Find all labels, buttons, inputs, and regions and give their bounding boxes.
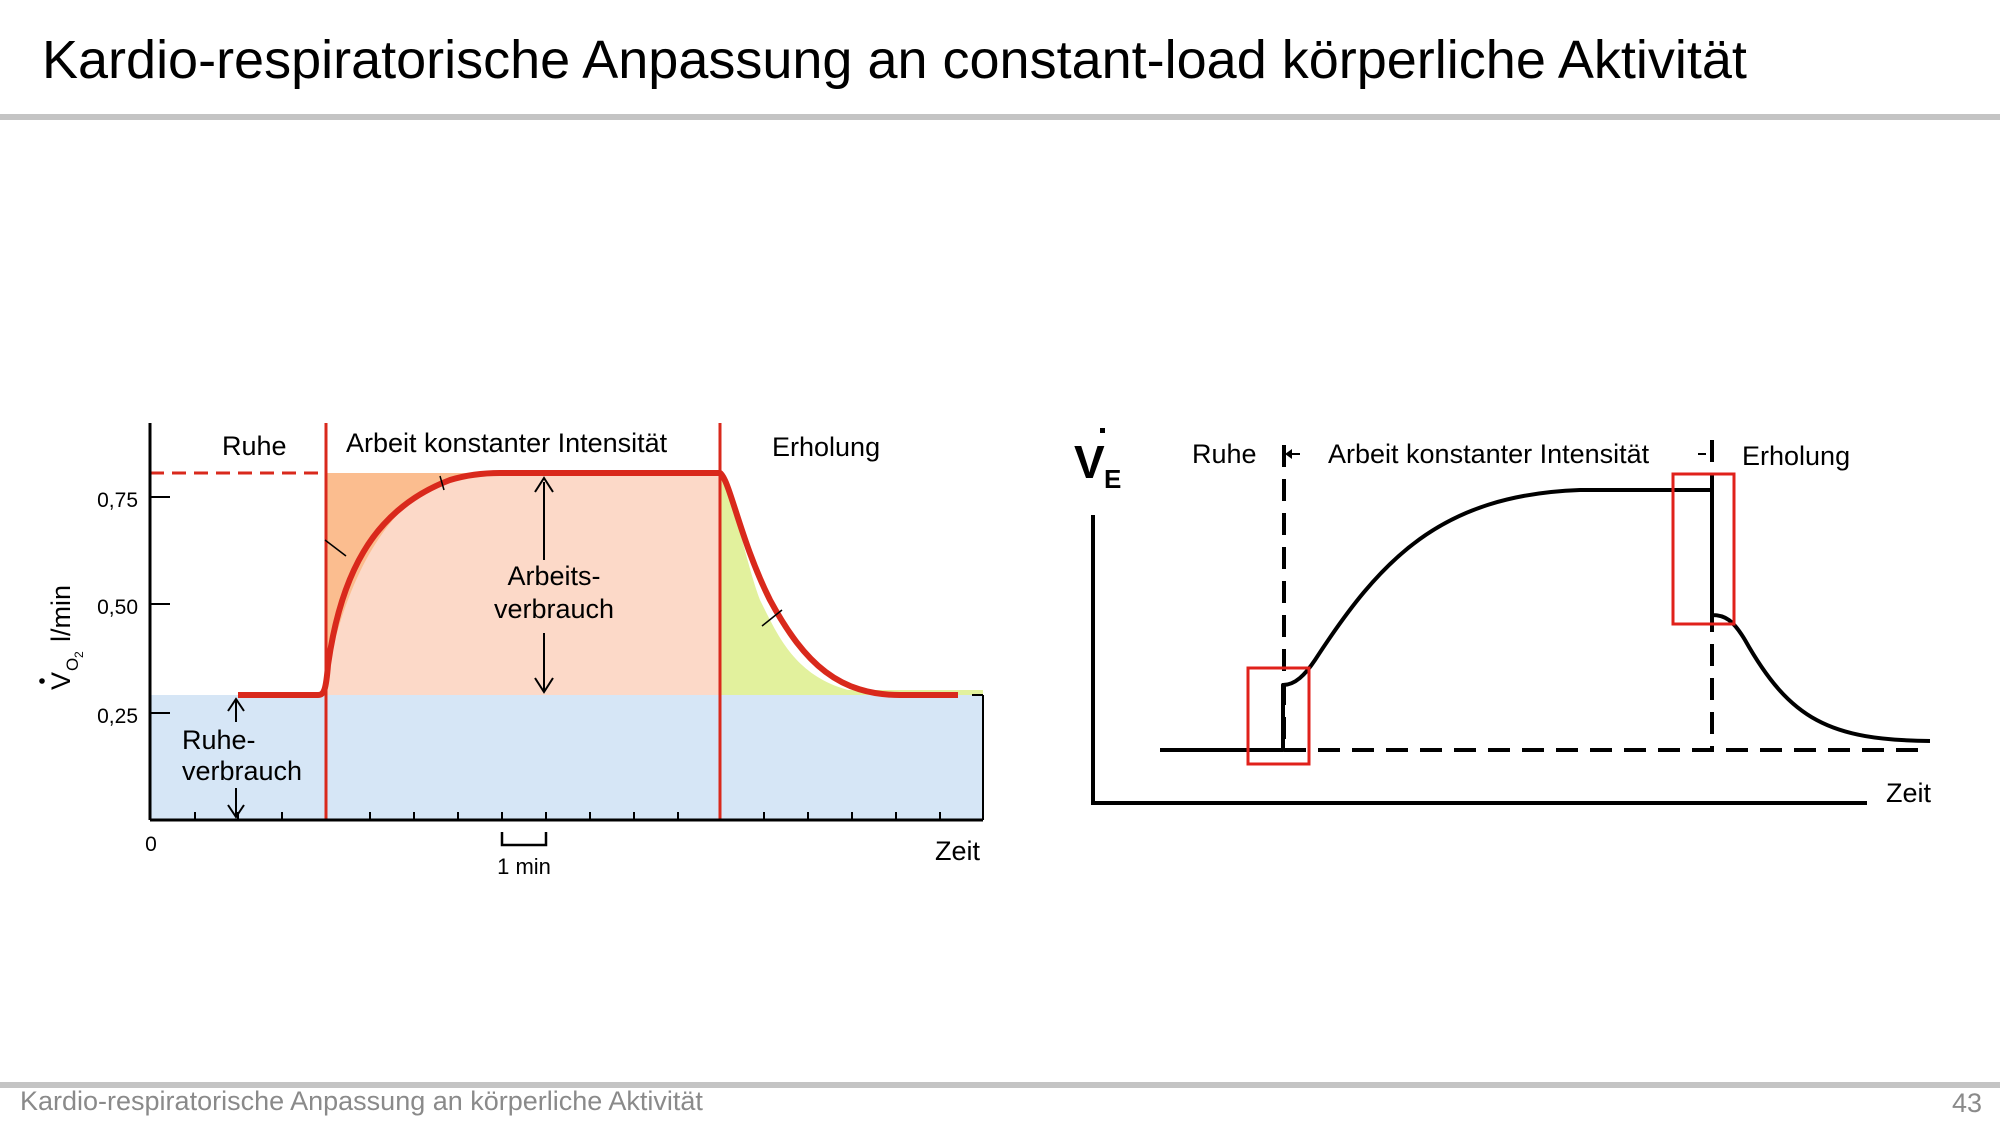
rest-consumption-label-1: Ruhe- [182, 725, 256, 755]
left-ylabel [39, 585, 86, 690]
work-consumption-label-1: Arbeits- [507, 561, 601, 591]
work-arrow-left-head [1285, 449, 1292, 459]
left-label-rest: Ruhe [222, 431, 287, 461]
right-ylabel-symbol: V [1074, 436, 1105, 488]
page-number: 43 [1951, 1088, 1982, 1118]
right-label-rest: Ruhe [1192, 439, 1257, 469]
ylabel-subscript2: 2 [72, 651, 86, 658]
ve-curve [1160, 490, 1930, 750]
fast-phase-highlight-offset [1673, 474, 1734, 624]
right-label-work: Arbeit konstanter Intensität [1328, 439, 1650, 469]
work-consumption-label-2: verbrauch [493, 594, 615, 624]
left-label-work: Arbeit konstanter Intensität [346, 428, 668, 458]
slide-title: Kardio-respiratorische Anpassung an constant-load körperliche Aktivität [42, 30, 1747, 90]
right-label-recovery: Erholung [1742, 441, 1851, 471]
oxygen-debt-area [720, 473, 880, 695]
one-minute-bracket [502, 832, 546, 845]
ytick-label-025: 0,25 [97, 705, 138, 728]
ylabel-symbol: V [46, 671, 76, 690]
ylabel-unit: l/min [46, 584, 76, 642]
right-ylabel-dot [1100, 428, 1105, 433]
slide-footer: Kardio-respiratorische Anpassung an körperliche Aktivität [20, 1086, 703, 1116]
right-xlabel: Zeit [1886, 778, 1932, 808]
origin-label: 0 [145, 833, 157, 856]
one-minute-label: 1 min [497, 854, 551, 879]
ylabel-dot [39, 678, 45, 684]
rest-consumption-label-2: verbrauch [182, 756, 303, 786]
ytick-label-050: 0,50 [97, 596, 138, 619]
ytick-label-075: 0,75 [97, 489, 138, 512]
right-ylabel-subscript: E [1104, 464, 1122, 494]
left-diagram [39, 423, 983, 879]
right-diagram [1074, 428, 1932, 808]
left-xlabel: Zeit [934, 836, 980, 866]
left-label-recovery: Erholung [772, 432, 881, 462]
ylabel-subscript: O [63, 657, 82, 671]
